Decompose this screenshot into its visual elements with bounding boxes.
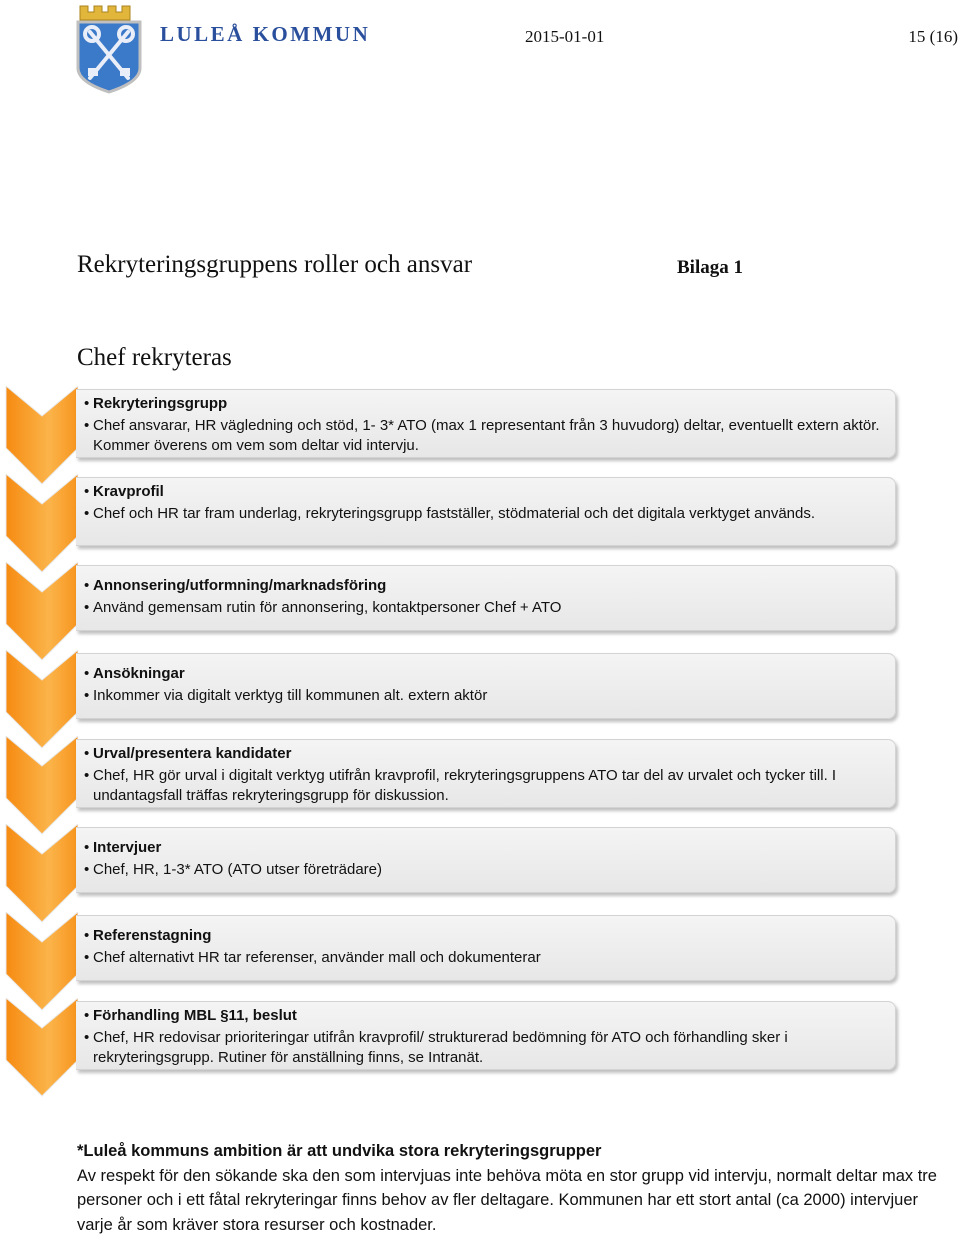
document-date: 2015-01-01	[525, 27, 605, 46]
chevron-arrow-icon	[4, 386, 78, 486]
step-box: • Kravprofil • Chef och HR tar fram underlag, rekryteringsgrupp fastställer, stödmaterial och det digitala verktyget används.	[76, 477, 896, 546]
process-step	[0, 824, 960, 912]
process-step	[0, 912, 960, 1000]
chevron-arrow-icon	[4, 562, 78, 662]
step-text: Chef, HR, 1-3* ATO (ATO utser företrädare)	[93, 861, 382, 878]
step-text: Chef, HR redovisar prioriteringar utifrån kravprofil/ strukturerad bedömning för ATO och förhandling sker i rekryteringsgrupp. Rutiner för anställning finns, se Intranät.	[93, 1029, 788, 1066]
step-box: • Referenstagning • Chef alternativt HR tar referenser, använder mall och dokumenterar	[76, 915, 896, 981]
step-heading: Referenstagning	[93, 927, 212, 944]
chevron-arrow-icon	[4, 736, 78, 836]
step-box: • Urval/presentera kandidater • Chef, HR gör urval i digitalt verktyg utifrån kravprofil, rekryteringsgruppens ATO tar del av urvalet och tycker till. I undantagsfall träffas rekryteringsgrupp för diskussion.	[76, 739, 896, 808]
step-heading: Rekryteringsgrupp	[93, 395, 228, 412]
step-heading: Intervjuer	[93, 839, 162, 856]
step-box: • Intervjuer • Chef, HR, 1-3* ATO (ATO utser företrädare)	[76, 827, 896, 893]
step-heading: Urval/presentera kandidater	[93, 745, 292, 762]
step-box: • Annonsering/utformning/marknadsföring • Använd gemensam rutin för annonsering, kontaktpersoner Chef + ATO	[76, 565, 896, 631]
chevron-arrow-icon	[4, 824, 78, 924]
step-text: Chef ansvarar, HR vägledning och stöd, 1- 3* ATO (max 1 representant från 3 huvudorg) deltar, eventuellt extern aktör. Kommer överens om vem som deltar vid intervju.	[93, 417, 880, 454]
step-box: • Förhandling MBL §11, beslut • Chef, HR redovisar prioriteringar utifrån kravprofil/ strukturerad bedömning för ATO och förhandling sker i rekryteringsgrupp. Rutiner för anställning finns, se Intranät.	[76, 1001, 896, 1070]
step-box: • Rekryteringsgrupp • Chef ansvarar, HR vägledning och stöd, 1- 3* ATO (max 1 representant från 3 huvudorg) deltar, eventuellt extern aktör. Kommer överens om vem som deltar vid intervju.	[76, 389, 896, 458]
footnote	[77, 1139, 937, 1237]
footnote-body: Av respekt för den sökande ska den som intervjuas inte behöva möta en stor grupp vid intervju, normalt deltar max tre personer och i ett fåtal rekryteringar finns behov av fler deltagare. Kommunen har ett stort antal (ca 2000) intervjuer varje år som kräver stora resurser och kostnader.	[77, 1166, 937, 1234]
brand-name: LULEÅ KOMMUN	[160, 22, 371, 46]
process-step	[0, 386, 960, 474]
process-step	[0, 474, 960, 562]
step-heading: Annonsering/utformning/marknadsföring	[93, 577, 387, 594]
step-text: Chef alternativt HR tar referenser, använder mall och dokumenterar	[93, 949, 541, 966]
step-text: Inkommer via digitalt verktyg till kommunen alt. extern aktör	[93, 687, 488, 704]
chevron-arrow-icon	[4, 650, 78, 750]
process-step	[0, 998, 960, 1086]
section-title: Chef rekryteras	[77, 344, 232, 371]
step-heading: Förhandling MBL §11, beslut	[93, 1007, 297, 1024]
chevron-arrow-icon	[4, 998, 78, 1098]
process-step	[0, 562, 960, 650]
chevron-arrow-icon	[4, 474, 78, 574]
process-step	[0, 650, 960, 738]
footnote-heading: *Luleå kommuns ambition är att undvika stora rekryteringsgrupper	[77, 1142, 602, 1160]
step-text: Använd gemensam rutin för annonsering, kontaktpersoner Chef + ATO	[93, 599, 562, 616]
process-step	[0, 736, 960, 824]
step-box: • Ansökningar • Inkommer via digitalt verktyg till kommunen alt. extern aktör	[76, 653, 896, 719]
page-number: 15 (16)	[908, 27, 958, 46]
document-title: Rekryteringsgruppens roller och ansvar	[77, 251, 473, 278]
chevron-arrow-icon	[4, 912, 78, 1012]
step-heading: Ansökningar	[93, 665, 185, 682]
step-heading: Kravprofil	[93, 483, 164, 500]
step-text: Chef och HR tar fram underlag, rekryteringsgrupp fastställer, stödmaterial och det digitala verktyget används.	[93, 505, 816, 522]
lulea-coat-of-arms-icon	[74, 2, 144, 94]
appendix-label: Bilaga 1	[677, 257, 743, 278]
step-text: Chef, HR gör urval i digitalt verktyg utifrån kravprofil, rekryteringsgruppens ATO tar del av urvalet och tycker till. I undantagsfall träffas rekryteringsgrupp för diskussion.	[93, 767, 837, 804]
